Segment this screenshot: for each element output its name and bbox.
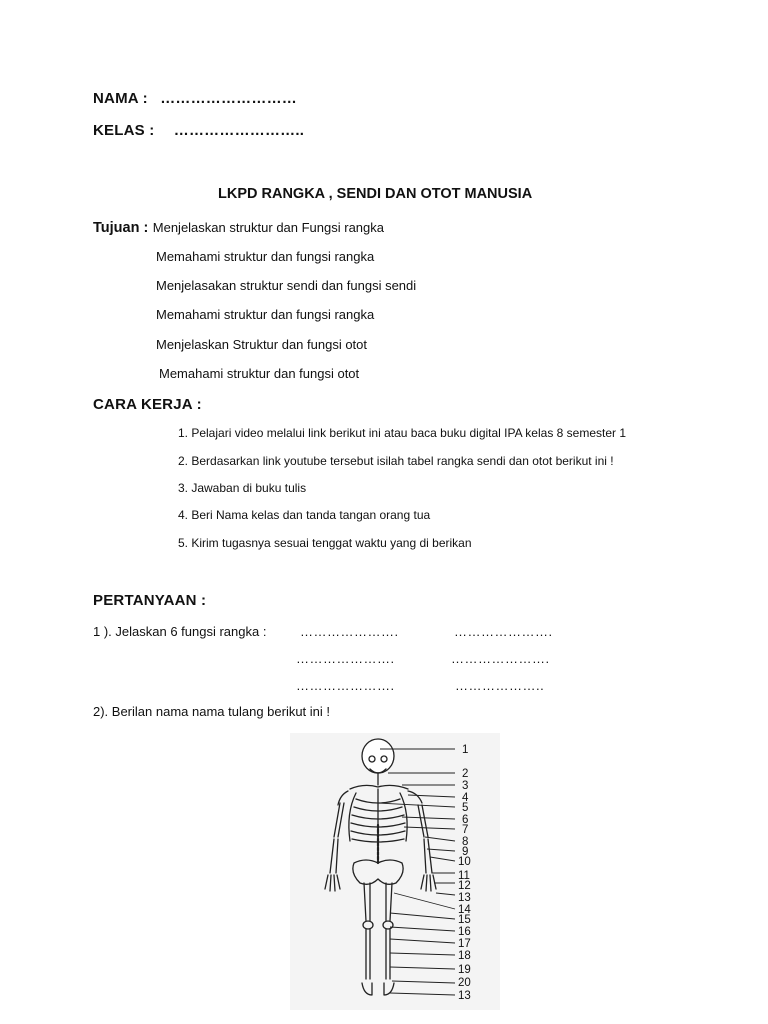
- skeleton-label-5: 5: [462, 802, 469, 814]
- tujuan-item: Menjelaskan struktur dan Fungsi rangka: [152, 220, 384, 235]
- skeleton-label-16: 16: [458, 926, 471, 938]
- step-item: 5. Kirim tugasnya sesuai tenggat waktu yang di berikan: [178, 536, 472, 550]
- answer-blank[interactable]: ………………..: [455, 678, 545, 693]
- step-item: 4. Beri Nama kelas dan tanda tangan orang tua: [178, 508, 431, 522]
- skeleton-label-1: 1: [462, 744, 469, 756]
- skeleton-label-15: 15: [458, 914, 471, 926]
- step-item: 1. Pelajari video melalui link berikut ini atau baca buku digital IPA kelas 8 semester 1: [178, 426, 627, 440]
- skeleton-label-13b: 13: [458, 990, 471, 1002]
- tujuan-row: [93, 219, 384, 237]
- nama-field[interactable]: ………………………: [160, 90, 297, 107]
- skeleton-label-13: 13: [458, 892, 471, 904]
- skeleton-label-9: 9: [462, 846, 469, 858]
- page-title: LKPD RANGKA , SENDI DAN OTOT MANUSIA: [218, 186, 533, 202]
- skeleton-label-11: 11: [458, 870, 470, 882]
- answer-blank[interactable]: ………………….: [454, 624, 553, 639]
- question-2: 2). Berilan nama nama tulang berikut ini !: [93, 704, 331, 719]
- kelas-row: [93, 122, 304, 139]
- skeleton-label-12: 12: [458, 880, 471, 892]
- skeleton-label-14: 14: [458, 904, 471, 916]
- skeleton-label-19: 19: [458, 964, 471, 976]
- question-1: 1 ). Jelaskan 6 fungsi rangka :: [93, 624, 267, 639]
- nama-row: [93, 90, 297, 107]
- tujuan-item: Menjelaskan Struktur dan fungsi otot: [156, 337, 368, 352]
- answer-blank[interactable]: ………………….: [296, 678, 395, 693]
- skeleton-diagram: [290, 733, 500, 1010]
- skeleton-label-3: 3: [462, 780, 469, 792]
- answer-blank[interactable]: ………………….: [296, 651, 395, 666]
- skeleton-label-20: 20: [458, 977, 471, 989]
- skeleton-label-7: 7: [462, 824, 469, 836]
- cara-kerja-heading: CARA KERJA :: [93, 396, 202, 413]
- tujuan-item: Menjelasakan struktur sendi dan fungsi sendi: [156, 278, 417, 293]
- step-item: 2. Berdasarkan link youtube tersebut isilah tabel rangka sendi dan otot berikut ini !: [178, 454, 614, 468]
- kelas-field[interactable]: ……………………..: [173, 122, 305, 139]
- skeleton-label-2: 2: [462, 768, 469, 780]
- tujuan-label: Tujuan :: [93, 220, 149, 236]
- answer-blank[interactable]: ………………….: [451, 651, 550, 666]
- skeleton-label-4: 4: [462, 792, 469, 804]
- skeleton-label-10: 10: [458, 856, 471, 868]
- step-item: 3. Jawaban di buku tulis: [178, 481, 307, 495]
- kelas-label: KELAS :: [93, 122, 155, 139]
- tujuan-item: Memahami struktur dan fungsi rangka: [156, 249, 375, 264]
- tujuan-item: Memahami struktur dan fungsi otot: [159, 366, 360, 381]
- tujuan-item: Memahami struktur dan fungsi rangka: [156, 307, 375, 322]
- skeleton-label-6: 6: [462, 814, 469, 826]
- skeleton-label-8: 8: [462, 836, 469, 848]
- answer-blank[interactable]: ………………….: [300, 624, 399, 639]
- nama-label: NAMA :: [93, 90, 148, 107]
- skeleton-label-18: 18: [458, 950, 471, 962]
- pertanyaan-heading: PERTANYAAN :: [93, 592, 207, 609]
- skeleton-label-17: 17: [458, 938, 471, 950]
